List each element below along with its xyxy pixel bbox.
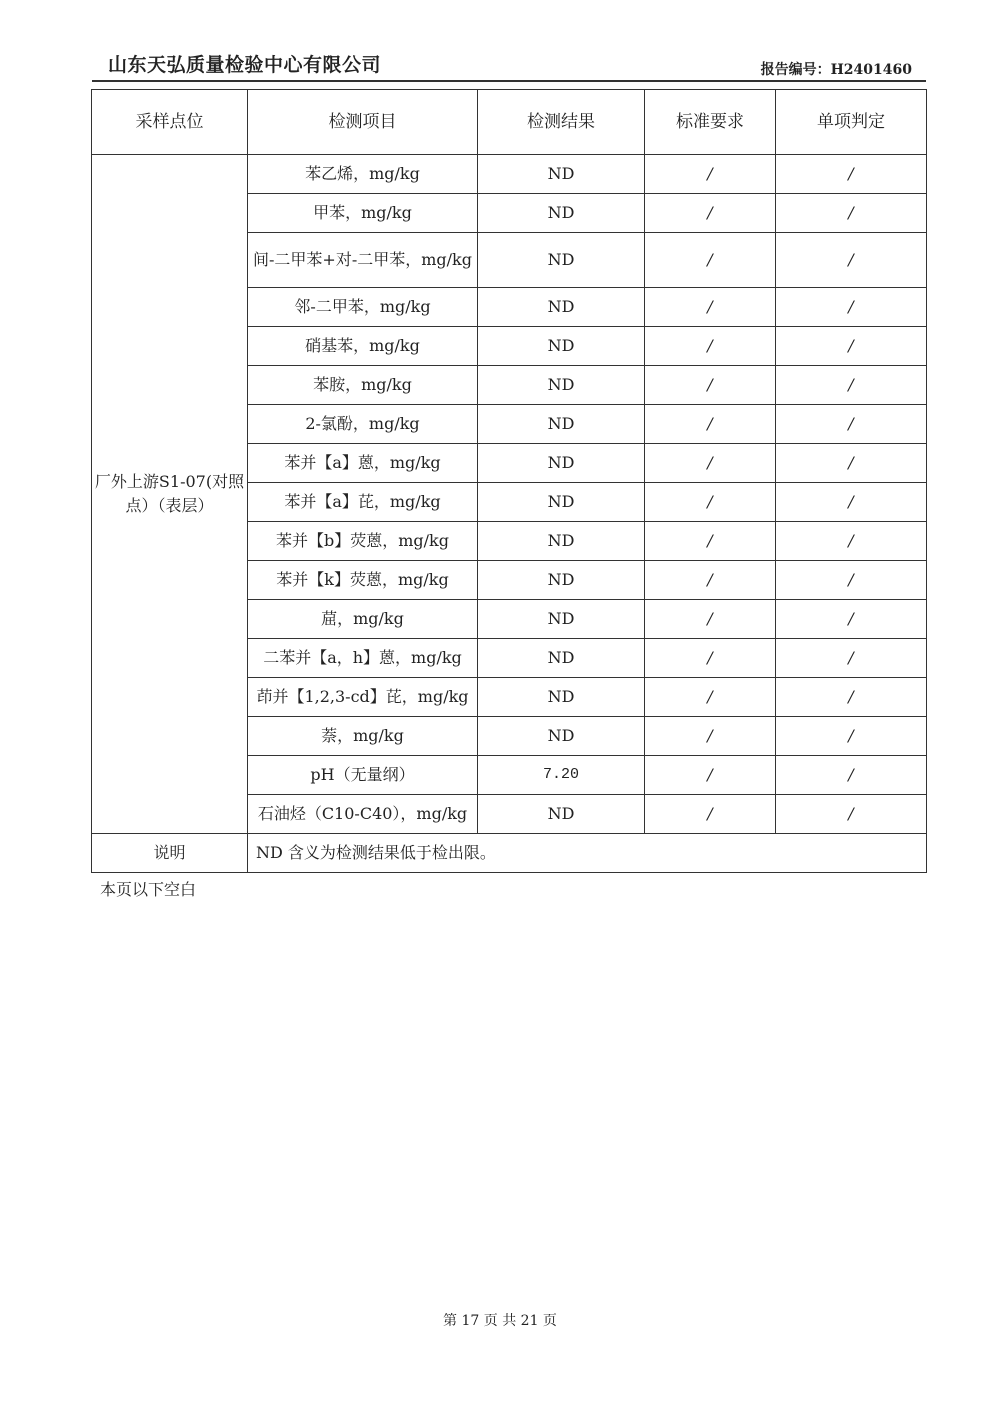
test-result: ND bbox=[478, 327, 645, 366]
test-result: ND bbox=[478, 405, 645, 444]
judgment-value: / bbox=[776, 366, 927, 405]
header-test-result: 检测结果 bbox=[478, 90, 645, 155]
judgment-value: / bbox=[776, 717, 927, 756]
judgment-value: / bbox=[776, 600, 927, 639]
test-item: 硝基苯，mg/kg bbox=[248, 327, 478, 366]
judgment-value: / bbox=[776, 795, 927, 834]
test-item: 萘，mg/kg bbox=[248, 717, 478, 756]
standard-value: / bbox=[645, 233, 776, 288]
judgment-value: / bbox=[776, 561, 927, 600]
test-item: 二苯并【a，h】蒽，mg/kg bbox=[248, 639, 478, 678]
note-label: 说明 bbox=[92, 834, 248, 873]
standard-value: / bbox=[645, 678, 776, 717]
test-item: 苯并【a】蒽，mg/kg bbox=[248, 444, 478, 483]
judgment-value: / bbox=[776, 483, 927, 522]
judgment-value: / bbox=[776, 233, 927, 288]
test-result: ND bbox=[478, 444, 645, 483]
header-divider bbox=[92, 80, 926, 82]
test-result: ND bbox=[478, 366, 645, 405]
test-item: 苯并【k】荧蒽，mg/kg bbox=[248, 561, 478, 600]
blank-below-note: 本页以下空白 bbox=[100, 880, 197, 899]
test-item: 苯乙烯，mg/kg bbox=[248, 155, 478, 194]
standard-value: / bbox=[645, 483, 776, 522]
standard-value: / bbox=[645, 639, 776, 678]
judgment-value: / bbox=[776, 155, 927, 194]
test-result: ND bbox=[478, 717, 645, 756]
header-standard: 标准要求 bbox=[645, 90, 776, 155]
judgment-value: / bbox=[776, 288, 927, 327]
company-name: 山东天弘质量检验中心有限公司 bbox=[108, 54, 382, 76]
test-result: ND bbox=[478, 155, 645, 194]
standard-value: / bbox=[645, 288, 776, 327]
test-item: 甲苯，mg/kg bbox=[248, 194, 478, 233]
standard-value: / bbox=[645, 561, 776, 600]
table-header-row bbox=[92, 90, 927, 155]
judgment-value: / bbox=[776, 327, 927, 366]
judgment-value: / bbox=[776, 194, 927, 233]
standard-value: / bbox=[645, 155, 776, 194]
test-item: 苯并【b】荧蒽，mg/kg bbox=[248, 522, 478, 561]
judgment-value: / bbox=[776, 444, 927, 483]
test-item: 苯并【a】芘，mg/kg bbox=[248, 483, 478, 522]
test-result: ND bbox=[478, 522, 645, 561]
standard-value: / bbox=[645, 600, 776, 639]
report-number: 报告编号：H2401460 bbox=[760, 62, 912, 78]
note-text: ND 含义为检测结果低于检出限。 bbox=[248, 834, 927, 873]
judgment-value: / bbox=[776, 522, 927, 561]
standard-value: / bbox=[645, 366, 776, 405]
header-judgment: 单项判定 bbox=[776, 90, 927, 155]
test-result: ND bbox=[478, 561, 645, 600]
test-item: 2-氯酚，mg/kg bbox=[248, 405, 478, 444]
test-result: ND bbox=[478, 288, 645, 327]
test-item: 间-二甲苯+对-二甲苯，mg/kg bbox=[248, 233, 478, 288]
note-row bbox=[92, 834, 927, 873]
standard-value: / bbox=[645, 405, 776, 444]
test-result: ND bbox=[478, 678, 645, 717]
test-item: 石油烃（C10-C40），mg/kg bbox=[248, 795, 478, 834]
header-test-item: 检测项目 bbox=[248, 90, 478, 155]
standard-value: / bbox=[645, 522, 776, 561]
sampling-location-cell: 厂外上游S1-07(对照点）（表层） bbox=[92, 155, 248, 834]
page-number: 第 17 页 共 21 页 bbox=[443, 1313, 557, 1329]
test-result: ND bbox=[478, 233, 645, 288]
standard-value: / bbox=[645, 194, 776, 233]
standard-value: / bbox=[645, 717, 776, 756]
standard-value: / bbox=[645, 795, 776, 834]
standard-value: / bbox=[645, 444, 776, 483]
test-item: 䓛，mg/kg bbox=[248, 600, 478, 639]
test-result: ND bbox=[478, 194, 645, 233]
test-result: ND bbox=[478, 639, 645, 678]
test-result: ND bbox=[478, 795, 645, 834]
header-sampling-location: 采样点位 bbox=[92, 90, 248, 155]
table-row bbox=[92, 155, 927, 194]
test-item: 苯胺，mg/kg bbox=[248, 366, 478, 405]
judgment-value: / bbox=[776, 756, 927, 795]
test-result: ND bbox=[478, 483, 645, 522]
judgment-value: / bbox=[776, 405, 927, 444]
standard-value: / bbox=[645, 327, 776, 366]
test-item: 茚并【1,2,3-cd】芘，mg/kg bbox=[248, 678, 478, 717]
test-result: ND bbox=[478, 600, 645, 639]
judgment-value: / bbox=[776, 678, 927, 717]
standard-value: / bbox=[645, 756, 776, 795]
judgment-value: / bbox=[776, 639, 927, 678]
test-item: pH（无量纲） bbox=[248, 756, 478, 795]
test-result: 7.20 bbox=[478, 756, 645, 795]
results-table bbox=[91, 89, 927, 873]
test-item: 邻-二甲苯，mg/kg bbox=[248, 288, 478, 327]
